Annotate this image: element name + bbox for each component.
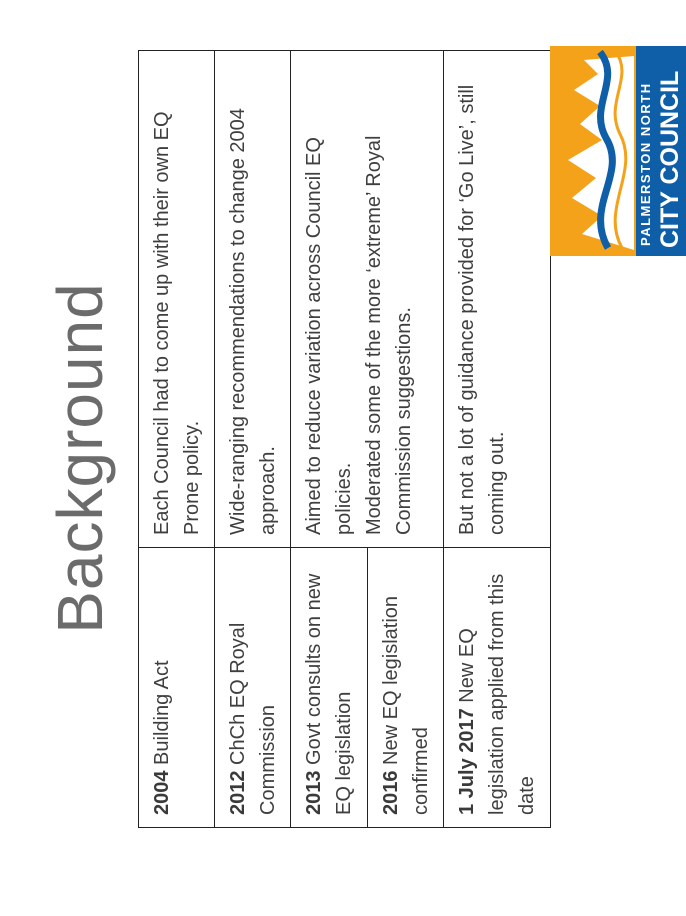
timeline-event: New EQ legislation applied from this date (456, 573, 538, 815)
timeline-year: 2013 (303, 770, 325, 815)
timeline-year: 2004 (151, 770, 173, 815)
timeline-date-cell (215, 548, 291, 828)
timeline-description: But not a lot of guidance provided for ‘Go Live’, still coming out. (456, 84, 508, 535)
timeline-event: Building Act (151, 660, 173, 765)
table-row (215, 51, 291, 828)
timeline-year: 1 July 2017 (456, 708, 478, 815)
timeline-year: 2012 (227, 770, 249, 815)
slide-title: Background (44, 282, 116, 634)
timeline-description: Wide-ranging recommendations to change 2004 approach. (227, 108, 279, 535)
timeline-description-cell (215, 51, 291, 548)
table-row (139, 51, 215, 828)
timeline-date-cell (444, 548, 551, 828)
table-row (291, 51, 368, 828)
timeline-description: Moderated some of the more ‘extreme’ Royal Commission suggestions. (363, 135, 415, 535)
timeline-date-cell (368, 548, 444, 828)
timeline-event: Govt consults on new EQ legislation (303, 573, 355, 815)
timeline-description: Each Council had to come up with their own EQ Prone policy. (151, 111, 203, 535)
timeline-event: New EQ legislation confirmed (380, 595, 432, 815)
timeline-description: Aimed to reduce variation across Council EQ policies. (303, 137, 355, 535)
timeline-table (138, 50, 551, 828)
timeline-description-cell (291, 51, 444, 548)
city-council-logo (550, 46, 686, 256)
timeline-description-cell (139, 51, 215, 548)
timeline-year: 2016 (380, 770, 402, 815)
logo-line1: PALMERSTON NORTH (638, 82, 653, 246)
table-row (444, 51, 551, 828)
timeline-description-cell (444, 51, 551, 548)
timeline-event: ChCh EQ Royal Commission (227, 622, 279, 815)
timeline-date-cell (139, 548, 215, 828)
logo-line2: CITY COUNCIL (656, 70, 684, 248)
timeline-date-cell (291, 548, 368, 828)
